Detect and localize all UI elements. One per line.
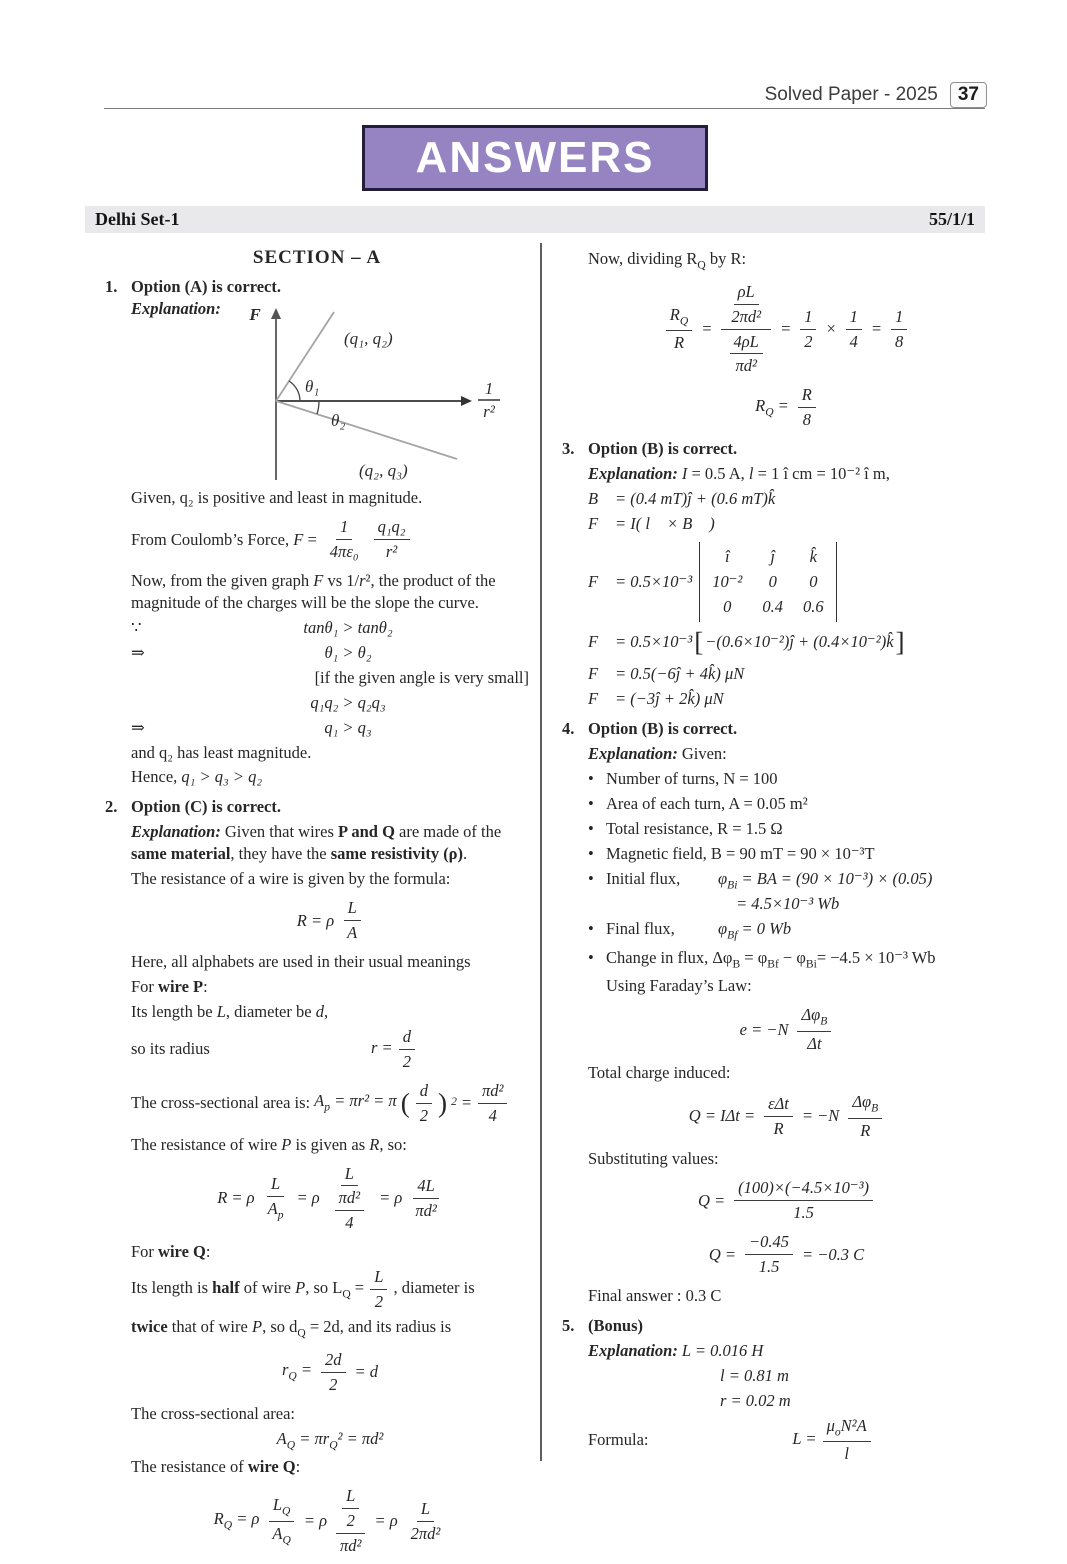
set-bar — [85, 206, 985, 233]
math-den: A — [347, 923, 358, 943]
q2-diameter-q-line: twice that of wire P, so $d_Q = 2d$, and its radius is — [131, 1317, 452, 1340]
math-den: 8 — [894, 331, 904, 351]
q2-length-q-line — [131, 1266, 529, 1313]
final-flux-label: Final flux, — [606, 919, 675, 939]
result-formula — [588, 1231, 985, 1278]
graph-y-axis-label: F — [249, 305, 261, 325]
math-frag: r = — [370, 1038, 393, 1058]
rq-over-r-formula — [588, 281, 985, 378]
implies-symbol: ⇒ — [131, 642, 145, 662]
frac-LQ-AQ — [268, 1494, 294, 1548]
math-num: L — [342, 1485, 359, 1509]
math-num: L — [417, 1498, 434, 1522]
math-den: R — [860, 1120, 871, 1140]
math-den: 2 — [329, 1374, 338, 1394]
frac-inner — [730, 331, 763, 378]
frac-L-Ap — [264, 1173, 288, 1224]
radius-row — [131, 1026, 529, 1073]
math-frag: −(0.6×10⁻²)ĵ + (0.4×10⁻²)k̂ — [705, 632, 894, 652]
math-den: l — [844, 1444, 849, 1464]
math-frag: F⃗ = 0.5×10⁻³ — [588, 632, 693, 652]
q2-for-wire-p: For wire P: — [131, 976, 208, 996]
f-final-line: F⃗ = (−3ĵ + 2k̂) μN — [588, 688, 724, 708]
length-value: l = 0.81 m — [720, 1365, 789, 1385]
math-num: 4ρL — [730, 331, 763, 355]
math-num: $\mu_oN^2A$ — [823, 1415, 871, 1443]
graph-upper-line-label: (q₁, q₂) — [344, 329, 393, 349]
q4-body — [588, 718, 985, 1310]
bullet-dot: • — [588, 947, 594, 967]
math-den: R — [773, 1118, 784, 1138]
q2-alphabets-line: Here, all alphabets are used in their usual meanings — [131, 952, 471, 972]
frac-result — [745, 1231, 793, 1278]
math-num: ρL — [734, 281, 759, 305]
frac-dphi-R — [848, 1091, 882, 1142]
q1-because-row — [131, 617, 529, 639]
math-num — [336, 1485, 365, 1534]
math-frag: = d — [354, 1362, 379, 1382]
frac-4L-pid2 — [411, 1175, 440, 1222]
question-3 — [562, 438, 985, 713]
coulomb-force-formula — [131, 516, 529, 563]
q1-heading: Option (A) is correct. — [131, 277, 281, 297]
page-number-badge: 37 — [950, 82, 987, 108]
math-den: $A_Q$ — [272, 1523, 291, 1546]
bullet-turns — [588, 768, 985, 790]
coulomb-frac-2 — [374, 516, 410, 563]
det-cell: k̂ — [809, 547, 817, 567]
answers-banner-label: ANSWERS — [415, 132, 655, 182]
frac-d-2 — [399, 1026, 415, 1073]
math-frag: = ρ — [296, 1188, 320, 1208]
math-frag: R = ρ — [296, 910, 335, 930]
math-num: L — [344, 897, 361, 921]
math-num — [721, 281, 771, 330]
frac-solenoid — [823, 1415, 871, 1466]
det-cell: ĵ — [770, 547, 775, 567]
q1-implies-row-1 — [131, 642, 529, 664]
math-num: $R_Q$ — [666, 304, 692, 332]
frac-1-2 — [800, 306, 816, 353]
frac-R-8 — [798, 384, 816, 431]
math-den: R — [673, 333, 685, 353]
equals-sign: = — [460, 1093, 473, 1113]
final-answer-line: Final answer : 0.3 C — [588, 1286, 722, 1306]
squared-sup: 2 — [451, 1096, 457, 1109]
length-q-post: , diameter is — [393, 1278, 475, 1298]
q5-heading: (Bonus) — [588, 1316, 644, 1336]
coulomb-pre: From Coulomb’s Force, F = — [131, 529, 317, 549]
rq-result-formula — [588, 384, 985, 431]
radius-q-formula — [131, 1349, 529, 1396]
charge-formula — [588, 1091, 985, 1142]
q1-qq-row — [131, 692, 529, 714]
bullet-text: Change in flux, $\Delta\varphi_B = \varphi_{Bf} - \varphi_{Bi}= -4.5 \times 10^{-3}$ Wb — [606, 947, 936, 971]
graph-x-axis-den: r² — [483, 402, 495, 422]
graph-theta2-label: θ₂ — [331, 411, 346, 431]
math-num: q₁q₂ — [374, 516, 410, 540]
substituting-line: Substituting values: — [588, 1149, 719, 1169]
f-simplified-line: F⃗ = 0.5(−6ĵ + 4k̂) μN — [588, 664, 745, 684]
page-header — [765, 82, 987, 108]
math-frag: $R_Q = \rho$ — [213, 1509, 260, 1532]
q2-heading: Option (C) is correct. — [131, 797, 281, 817]
q1-hence-line: Hence, q₁ > q₃ > q₂ — [131, 767, 263, 787]
final-flux-row — [606, 918, 985, 944]
bullet-dot: • — [588, 818, 594, 838]
bullet-resistance — [588, 818, 985, 840]
determinant-pre: F⃗ = 0.5×10⁻³ — [588, 571, 693, 591]
math-num: L — [341, 1163, 358, 1187]
q2-body — [131, 796, 529, 1564]
math-num: −0.45 — [745, 1231, 793, 1255]
bullet-dot: • — [588, 768, 594, 788]
header-rule — [104, 108, 985, 109]
math-den: 4 — [345, 1213, 354, 1233]
math-den: r² — [385, 542, 398, 562]
frac-pid2-4 — [478, 1080, 507, 1127]
close-bracket: ] — [895, 626, 905, 657]
math-num: (100)×(−4.5×10⁻³) — [734, 1177, 873, 1201]
bullet-dot: • — [588, 843, 594, 863]
math-num: 1 — [846, 306, 862, 330]
bullet-text — [606, 918, 985, 944]
det-cell: î — [725, 547, 730, 567]
frac-RQ-R — [666, 304, 692, 355]
open-bracket: [ — [694, 626, 704, 657]
area-q-formula: $A_Q = \pi r_Q^2 = \pi d^2$ — [276, 1428, 384, 1451]
q2-explanation-text: Given that wires P and Q are made of the same material, they have the same resistivity (ρ). — [131, 822, 502, 864]
math-den: $A_p$ — [267, 1199, 284, 1222]
frac-1-4 — [846, 306, 862, 353]
bullet-field — [588, 843, 985, 865]
det-cell: 0 — [723, 596, 732, 616]
frac-1-8 — [891, 306, 907, 353]
answers-banner — [362, 125, 708, 191]
math-frag: = ρ — [379, 1188, 403, 1208]
frac-nested — [336, 1485, 365, 1557]
bullet-initial-flux — [588, 868, 985, 916]
q1-force-graph — [141, 304, 541, 484]
math-frag: L = — [792, 1428, 817, 1448]
math-den: Δt — [807, 1033, 822, 1053]
q2-for-wire-q: For wire Q: — [131, 1242, 211, 1262]
math-frag: R = ρ — [217, 1188, 255, 1208]
cross-product-determinant — [699, 542, 836, 622]
q4-number: 4. — [562, 718, 575, 738]
substitution-formula — [588, 1177, 985, 1224]
q3-body — [588, 438, 985, 713]
equals-sign: = — [780, 319, 792, 339]
math-num: εΔt — [764, 1093, 793, 1117]
length-q-pre: Its length is half of wire P, so $L_Q$ = — [131, 1278, 365, 1301]
q2-explanation-label: Explanation: — [131, 822, 221, 842]
formula-row — [588, 1415, 985, 1466]
header-title: Solved Paper - 2025 — [764, 84, 938, 106]
resistance-p-formula — [131, 1163, 529, 1235]
frac-dphi-dt — [797, 1004, 831, 1055]
det-cell: 0.6 — [803, 596, 824, 616]
radius-formula — [259, 1026, 529, 1073]
math-den: 2 — [374, 1292, 383, 1312]
question-1 — [105, 276, 529, 791]
frac-L-A — [343, 897, 361, 944]
right-column — [541, 243, 985, 1500]
bullet-area — [588, 793, 985, 815]
math-frag: Q = — [697, 1190, 726, 1210]
math-frag: $R_Q$ = — [755, 396, 789, 419]
final-flux-formula: $\varphi_{Bf} = 0$ Wb — [718, 919, 792, 942]
det-cell: 0 — [768, 571, 777, 591]
q2-continuation — [588, 248, 985, 431]
math-den — [724, 330, 769, 378]
frac-inner — [342, 1485, 359, 1532]
radius-label: so its radius — [131, 1039, 210, 1059]
f-cross-product-line: F⃗ = I( l⃗ × B⃗ ) — [588, 514, 715, 534]
frac-big — [721, 281, 771, 378]
frac-edt-R — [764, 1093, 793, 1140]
b-vector-line: B⃗ = (0.4 mT)ĵ + (0.6 mT)k̂ — [588, 489, 776, 509]
f-expanded-row — [588, 626, 985, 657]
math-den: 4 — [849, 331, 858, 351]
bullet-text: Total resistance, R = 1.5 Ω — [606, 818, 783, 838]
bullet-dot: • — [588, 919, 594, 939]
math-num: L — [267, 1173, 284, 1197]
math-den: 2 — [346, 1511, 355, 1531]
resistance-formula — [131, 897, 529, 944]
initial-flux-formula: $\varphi_{Bi}$ = BA = (90 × 10⁻³) × (0.05) — [718, 868, 933, 891]
q1-body — [131, 276, 529, 791]
math-den: 2 — [402, 1051, 412, 1071]
q4-explanation-label: Explanation: — [588, 743, 678, 763]
math-num: R — [798, 384, 816, 408]
charge-product-relation: q₁q₂ > q₂q₃ — [310, 692, 386, 712]
q1-implies-row-2 — [131, 717, 529, 739]
question-4 — [562, 718, 985, 1310]
math-den: 2πd² — [410, 1523, 441, 1543]
bullet-text: Number of turns, N = 100 — [606, 768, 778, 788]
content — [85, 243, 985, 1556]
math-frag: = −N — [801, 1106, 840, 1126]
math-frag: Q = IΔt = — [688, 1106, 756, 1126]
math-den: 4πε₀ — [329, 542, 359, 562]
det-cell: 0 — [809, 571, 818, 591]
frac-nested — [329, 1163, 370, 1235]
initial-flux-label: Initial flux, — [606, 868, 681, 888]
charge-induced-line: Total charge induced: — [588, 1062, 731, 1082]
angle-note: [if the given angle is very small] — [314, 667, 529, 687]
math-num: πd² — [335, 1187, 364, 1211]
q5-explanation-label: Explanation: — [588, 1341, 678, 1360]
math-den: πd² — [415, 1200, 437, 1220]
q4-explanation — [588, 743, 985, 765]
math-frag: Q = — [708, 1244, 736, 1264]
bullet-text — [606, 868, 985, 916]
set-code: 55/1/1 — [928, 208, 975, 229]
frac-2d-2 — [321, 1349, 346, 1396]
q1-number: 1. — [105, 277, 118, 297]
math-frag: = ρ — [303, 1511, 327, 1531]
open-paren: ( — [400, 1087, 410, 1118]
equals-sign: = — [701, 319, 713, 339]
math-den: 2 — [419, 1105, 429, 1125]
q3-number: 3. — [562, 439, 575, 459]
math-den: πd² — [735, 356, 757, 376]
q4-heading: Option (B) is correct. — [588, 718, 738, 738]
math-frag: = −0.3 C — [802, 1244, 865, 1264]
q2-length-p-line: Its length be L, diameter be d, — [131, 1001, 329, 1021]
q2-resistance-p-line: The resistance of wire P is given as R, so: — [131, 1134, 407, 1154]
resistance-q-formula — [131, 1485, 529, 1557]
q5-explanation — [588, 1340, 985, 1362]
initial-flux-result: = 4.5×10⁻³ Wb — [736, 894, 840, 914]
math-num: 1 — [891, 306, 907, 330]
q4-given-label: Given: — [681, 743, 727, 763]
math-den: 1.5 — [793, 1203, 814, 1223]
q2-area-q-line: The cross-sectional area: — [131, 1403, 296, 1423]
formula-label: Formula: — [588, 1430, 649, 1450]
tan-relation: tanθ₁ > tanθ₂ — [303, 617, 393, 637]
charge-relation: q₁ > q₃ — [324, 717, 372, 737]
q1-bracket-row — [131, 667, 529, 689]
graph-theta1-label: θ₁ — [305, 377, 320, 397]
math-frag: = ρ — [374, 1511, 398, 1531]
frac-L-2pid2 — [407, 1498, 445, 1545]
math-den: 1.5 — [758, 1257, 780, 1277]
q3-given-values: I = 0.5 A, l = 1 î cm = 10⁻² î m, — [681, 464, 890, 484]
q3-explanation-label: Explanation: — [588, 464, 678, 484]
math-num: πd² — [478, 1080, 507, 1104]
math-num: d — [399, 1026, 415, 1050]
det-cell: 10⁻² — [712, 571, 743, 591]
math-den: πd² — [340, 1536, 362, 1556]
question-5 — [562, 1315, 985, 1468]
math-den — [329, 1186, 370, 1234]
dividing-line: Now, dividing $R_Q$ by R: — [588, 249, 747, 272]
determinant-row — [588, 542, 985, 622]
math-num: 1 — [336, 516, 352, 540]
frac-inner — [727, 281, 765, 328]
math-den: 2 — [804, 331, 813, 351]
q5-number: 5. — [562, 1316, 575, 1336]
graph-x-axis-num: 1 — [484, 379, 494, 399]
q1-explanation-label: Explanation: — [131, 299, 221, 319]
math-num: 2d — [321, 1349, 346, 1373]
q2-resistance-line: The resistance of a wire is given by the formula: — [131, 869, 451, 889]
graph-lower-line-label: (q₂, q₃) — [359, 461, 408, 481]
math-num: d — [416, 1080, 432, 1104]
bullet-dot: • — [588, 868, 594, 888]
implies-symbol: ⇒ — [131, 717, 145, 737]
emf-formula — [588, 1004, 985, 1055]
math-frag: $A_p = \pi r^2 = \pi$ — [314, 1091, 397, 1114]
math-den: 4 — [488, 1105, 497, 1125]
q2-explanation — [131, 821, 529, 865]
q3-explanation — [588, 463, 985, 485]
q2-resistance-q-line: The resistance of wire Q: — [131, 1457, 301, 1477]
math-num: 4L — [413, 1175, 438, 1199]
radius-value: r = 0.02 m — [720, 1390, 791, 1410]
math-num: $L_Q$ — [269, 1494, 295, 1522]
q1-graph-paragraph: Now, from the given graph F vs 1/r², the product of the magnitude of the charges will be the slope the curve. — [131, 570, 496, 612]
bullet-text: Area of each turn, A = 0.05 m² — [606, 793, 808, 813]
because-symbol: ∵ — [131, 617, 142, 637]
q1-least-line: and q₂ has least magnitude. — [131, 742, 312, 762]
q1-given-line: Given, q₂ is positive and least in magnitude. — [131, 488, 423, 508]
bullet-change-flux — [588, 947, 985, 973]
math-num: $\Delta\varphi_B$ — [848, 1091, 882, 1119]
coulomb-frac-1 — [326, 516, 363, 563]
q5-body — [588, 1315, 985, 1468]
faraday-line: Using Faraday’s Law: — [606, 976, 752, 996]
math-frag: e = −N — [739, 1019, 789, 1039]
question-2 — [105, 796, 529, 1564]
frac-L-2 — [370, 1266, 387, 1313]
math-den: 8 — [802, 410, 811, 430]
bullet-text: Magnetic field, B = 90 mT = 90 × 10⁻³T — [606, 843, 875, 863]
inductance-formula — [680, 1415, 985, 1466]
times-sign: × — [825, 319, 837, 339]
bullet-final-flux — [588, 918, 985, 944]
bullet-dot: • — [588, 793, 594, 813]
q3-heading: Option (B) is correct. — [588, 439, 738, 459]
inductance-value: L = 0.016 H — [681, 1341, 764, 1360]
equals-sign: = — [870, 319, 882, 339]
frac-inner — [335, 1187, 364, 1234]
theta-relation: θ₁ > θ₂ — [324, 642, 372, 662]
math-num: $\Delta\varphi_B$ — [797, 1004, 831, 1032]
math-num: L — [370, 1266, 387, 1290]
section-title: SECTION – A — [252, 247, 382, 268]
math-frag: $r_Q$ = — [281, 1360, 312, 1383]
det-cell: 0.4 — [762, 596, 783, 616]
q2-number: 2. — [105, 797, 118, 817]
math-den: 2πd² — [731, 306, 762, 326]
close-paren: ) — [438, 1087, 448, 1118]
initial-flux-row — [606, 868, 985, 894]
left-column — [85, 243, 541, 1556]
area-pre: The cross-sectional area is: — [131, 1093, 311, 1113]
math-num: 1 — [800, 306, 816, 330]
frac-d-2 — [416, 1080, 432, 1127]
set-name: Delhi Set-1 — [95, 208, 180, 229]
area-p-formula — [131, 1080, 529, 1127]
frac-substitution — [734, 1177, 873, 1224]
